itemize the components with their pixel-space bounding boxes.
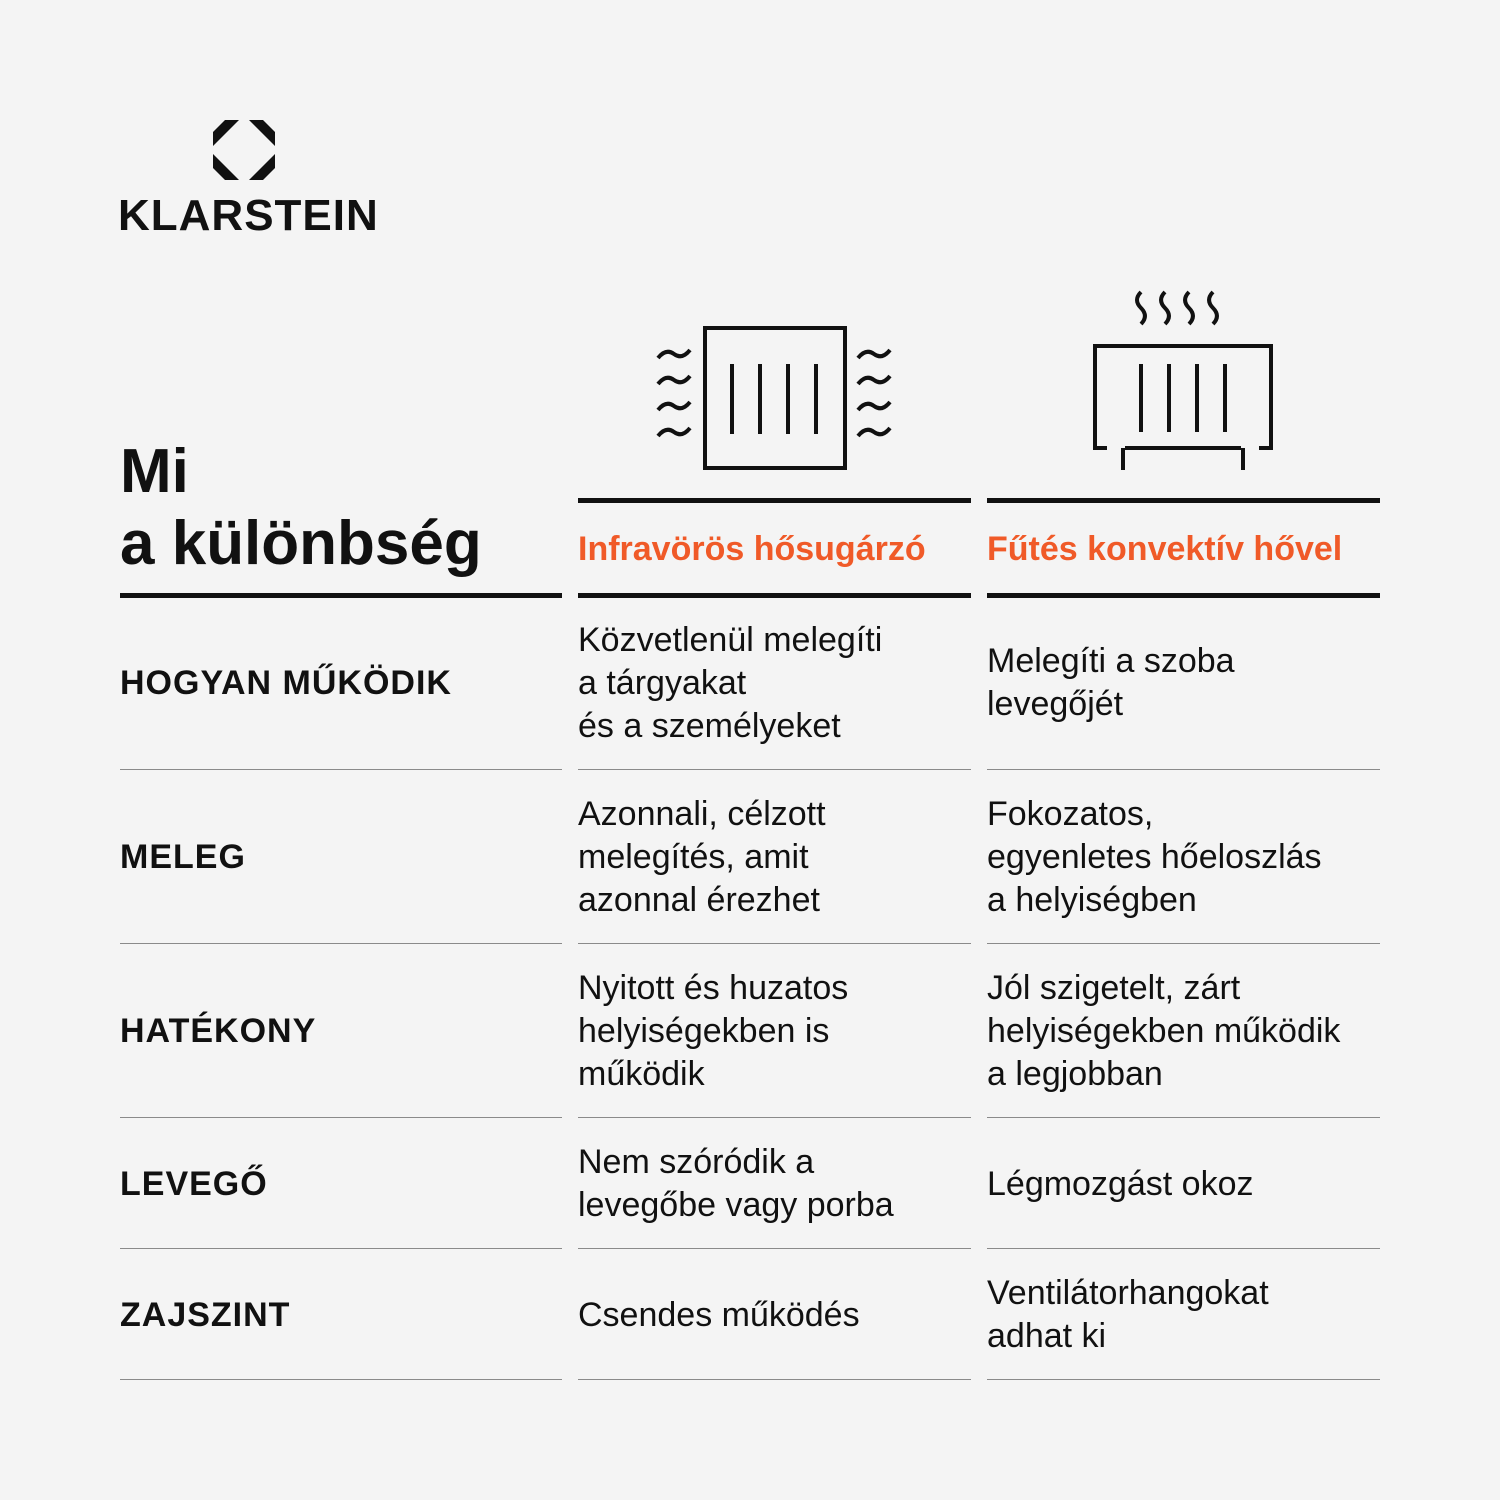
row-divider: [987, 943, 1380, 944]
column-top-rule: [578, 498, 971, 503]
page-title-line1: Mi: [120, 437, 189, 506]
row-divider: [120, 1248, 562, 1249]
row-divider: [578, 943, 971, 944]
row-divider: [120, 769, 562, 770]
infrared-heater-icon: [650, 320, 900, 480]
cell-convection: Ventilátorhangokat adhat ki: [987, 1274, 1269, 1355]
cell-infrared: Azonnali, célzott melegítés, amit azonnal érezhet: [578, 794, 826, 919]
row-divider: [120, 1117, 562, 1118]
cell-infrared: Nyitott és huzatos helyiségekben is működik: [578, 968, 849, 1093]
column-top-rule: [987, 498, 1380, 503]
row-label: HATÉKONY: [120, 1011, 317, 1050]
cell-infrared: Közvetlenül melegíti a tárgyakat és a személyeket: [578, 620, 883, 745]
row-divider: [578, 1248, 971, 1249]
cell-convection: Légmozgást okoz: [987, 1164, 1254, 1203]
row-divider: [120, 1379, 562, 1380]
column-header-convection: Fűtés konvektív hővel: [987, 530, 1343, 568]
page-title-line2: a különbség: [120, 509, 482, 578]
row-label: ZAJSZINT: [120, 1295, 291, 1334]
cell-convection: Fokozatos, egyenletes hőeloszlás a helyiségben: [987, 794, 1322, 919]
row-divider: [120, 943, 562, 944]
cell-infrared: Csendes működés: [578, 1295, 860, 1334]
row-divider: [578, 1117, 971, 1118]
row-label: MELEG: [120, 837, 246, 876]
row-divider: [987, 1117, 1380, 1118]
row-divider: [987, 769, 1380, 770]
cell-infrared: Nem szóródik a levegőbe vagy porba: [578, 1143, 894, 1224]
klarstein-logo-icon: [213, 120, 275, 180]
row-divider: [987, 1248, 1380, 1249]
cell-convection: Jól szigetelt, zárt helyiségekben működik a legjobban: [987, 968, 1341, 1093]
row-label: LEVEGŐ: [120, 1164, 268, 1203]
page-title: [120, 436, 482, 580]
row-divider: [987, 1379, 1380, 1380]
column-header-infrared: Infravörös hősugárzó: [578, 530, 926, 568]
convection-heater-icon: [1085, 288, 1285, 474]
row-divider: [578, 1379, 971, 1380]
brand-name: KLARSTEIN: [118, 191, 379, 240]
row-label: HOGYAN MŰKÖDIK: [120, 663, 452, 702]
row-divider: [578, 769, 971, 770]
cell-convection: Melegíti a szoba levegőjét: [987, 642, 1235, 723]
